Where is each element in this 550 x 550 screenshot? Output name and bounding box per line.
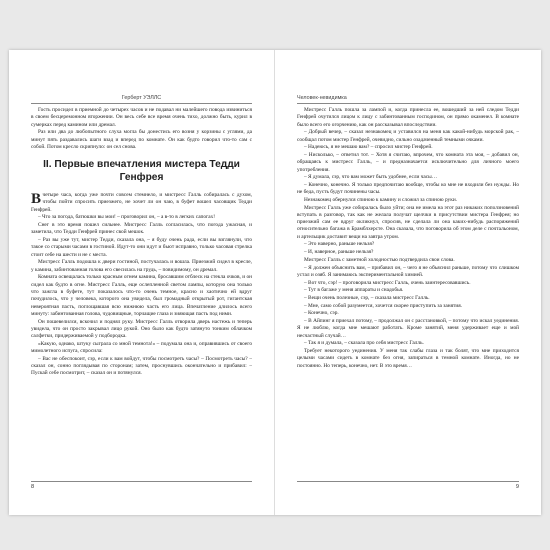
paragraph: – Вас не обеспокоит, сэр, если к вам войдут, чтобы посмотреть часы? – Посмотреть часы? – сказал он, сонно поглядывая по сторонам; затем, проснувшись окончательно и прибавил: – Пускай себе посмотрит, – сказал он и потянулся. [31, 355, 252, 377]
drop-cap: В [31, 190, 42, 207]
paragraph: Мистресс Галль подошла к двери гостиной, постучалась и вошла. Приезжий сидел в кресле, у камина, забинтованная голова его свесилась на грудь, – повидимому, он дремал. [31, 259, 252, 273]
paragraph: – Нисколько, – ответил тот. – Хотя я считаю, впрочем, что комната эта моя, – добавил он, обращаясь к мистресс Галль, – и предназначается исключительно для личного моего употребления. [297, 151, 519, 173]
paragraph: – Это наверно, раньше нельзя? [304, 241, 375, 248]
paragraph: «Какую, однако, штуку сыграла со мной темнота!» – подумала она и, оправившись от своего мимолетного испуга, спросила: [31, 340, 252, 355]
first-paragraph [31, 192, 252, 214]
book-spread [9, 50, 541, 515]
paragraph: Раз или два до любопытного слуха могла бы донестись его возня у корзины с углями, да минут пять раздавались шаги взад и вперед по комнате. Он как будто говорил что-то сам с собой. Потом кресло скрипнуло: он сел снова. [31, 129, 252, 150]
left-page [9, 50, 275, 515]
running-header: Герберт УЭЛЛС [31, 95, 252, 104]
paragraph: Он пошевелился, вскочил и поднял руку. Мистресс Галль отворила дверь настежь и теперь увидела, что он просто закрывал лицо рукой. Оно было как будто затянуто тонким облачком салфетки, придерживаемой у подбородка. [31, 318, 252, 340]
paragraph: – Надеюсь, я не мешаю вам? – спросил мистер Генфрей. [304, 144, 433, 151]
first-paragraph-text: четыре часа, когда уже почти совсем стемнело, и мистресс Галль собиралась с духом, чтобы пойти спросить приезжего, не хочет ли он чаю, в буфет вошел часовщик Тедди Генфрей. [31, 192, 252, 213]
paragraph: – Раз вы уже тут, мистер Тедди, сказала она, – я буду очень рада, если вы взглянули, что такое со старыми часами в гостиной. Идут-то они идут и бьют исправно, только часовая стрелка стоит себе на шести и не с места. [31, 237, 252, 258]
paragraph: – Мне, само собой разумеется, хочется скорее приступить за занятия. [304, 302, 463, 309]
right-page [275, 50, 541, 515]
page-number: 8 [31, 484, 35, 490]
paragraph: – Конечно, сэр. [304, 310, 339, 317]
paragraph: Незнакомец обернулся спиною к камину и сложил за спиною руки. [304, 196, 458, 203]
paragraph: – Я думала, сэр, что вам может быть удобнее, если часы… [304, 174, 438, 181]
paragraph: – В Айпинг я приехал потому, – продолжал он с расстановкой, – потому что искал уединения. Я не люблю, когда мне мешают работать. Кроме занятий, меня удерживает еще и мой несчастный случай… [297, 317, 519, 339]
paragraph: – Вот что, сэр! – проговорила мистресс Галль, очень заинтересовавшись. [304, 279, 471, 286]
paragraph: – Я должен объяснить вам, – прибавил он, – чего я не объяснил раньше, потому что слишком устал и озяб. Я занимаюсь экспериментальной химией. [297, 264, 519, 278]
page-number: 9 [515, 484, 519, 490]
paragraph: Комната освещалась только красным огнем камина, бросавшим отблеск на стекла очков, и он сидел как будто в огне. Мистресс Галль, еще ослепленной светом лампы, которую она только что зажгла в буфете, тут показалось что-то очень темное, красно и хаотично ей вдруг почудилось, что у человека, которого она увидела, был громадный открытый рот, гигантская невероятная пасть, поглощавшая всю нижнюю часть его лица. Впечатление длилось всего минуту: забинтованная голова, чудовищные, торчащие глаза и зияющая пасть под ними. [31, 274, 252, 317]
page-body [297, 107, 519, 475]
paragraph: Требует некоторого уединения. У меня так слабы глаза и так болят, что мне приходится целыми часами сидеть в комнате без огня, запираться в темной комнате. Иногда, но не постоянно. Но теперь, конечно, нет. В это время… [297, 347, 519, 369]
paragraph: Мистресс Галль с заметной холодностью подтвердила свои слова. [304, 256, 455, 263]
paragraph: – И, наверное, раньше нельзя? [304, 249, 374, 256]
paragraph: Мистресс Галль уже собиралась было уйти; она не имела на этот раз никаких поползновений вступать в разговор, так как не желала получат щелчки в присутствии мистера Генфрея; но приезжий сам ее вдруг окликнул, спросив, не сделала ли она каких-нибудь распоряжений относительно багажа в Брамблхерсте. Она сказала, что поговорила об этом деле с почтальоном, и артельщик доставит вещи на завтра утром. [297, 204, 519, 240]
paragraph: Снег в это время пошел сильнее. Мистресс Галль согласилась, что погода ужасная, и заметила, что Тедди Генфрей принес свой мешок. [31, 222, 252, 236]
paragraph: – Конечно, конечно. Я только предпочитаю вообще, чтобы ко мне не входили без нужды. Но не беда, пусть будут починены часы. [297, 181, 519, 196]
page-footer [297, 481, 519, 490]
page-footer [31, 481, 252, 490]
paragraph: Мистресс Галль пошла за лампой и, когда принесла ее, вошедший за ней следом Тедди Генфрей очутился лицом к лицу с забинтованным господином, он прямо окаменел. В комнате было всего его огорчению, как он рассказывал впоследствии. [297, 107, 519, 128]
chapter-title: II. Первые впечатления мистера Тедди Генфрея [43, 159, 240, 184]
paragraph: – Что за погода, батюшки вы мои! – проговорил он, – а в-то в легких сапогах! [38, 214, 216, 221]
running-header: Человек-невидимка [297, 95, 519, 104]
paragraph: – Тут в багаже у меня аппараты и снадобья. [304, 287, 404, 294]
paragraph: – Вещи очень полезные, сэр, – сказала мистресс Галль. [304, 294, 430, 301]
paragraph: – Так я и думала, – сказала про себя мистресс Галль. [304, 340, 424, 347]
page-body [31, 107, 252, 475]
paragraph: Гость просидел в приемной до четырех часов и не подавал ни малейшего повода извиниться в своем бесцеремонном вторжении. Он весь себе все время очень тихо, должно быть, курил в сумерках перед камином или дремал. [31, 107, 252, 128]
paragraph: – Добрый вечер, – сказал незнакомец и уставился на меня как какой-нибудь морской рак, – сообщал потом мистер Генфрей, очевидно, сильно озадаченный темными очками. [297, 129, 519, 143]
